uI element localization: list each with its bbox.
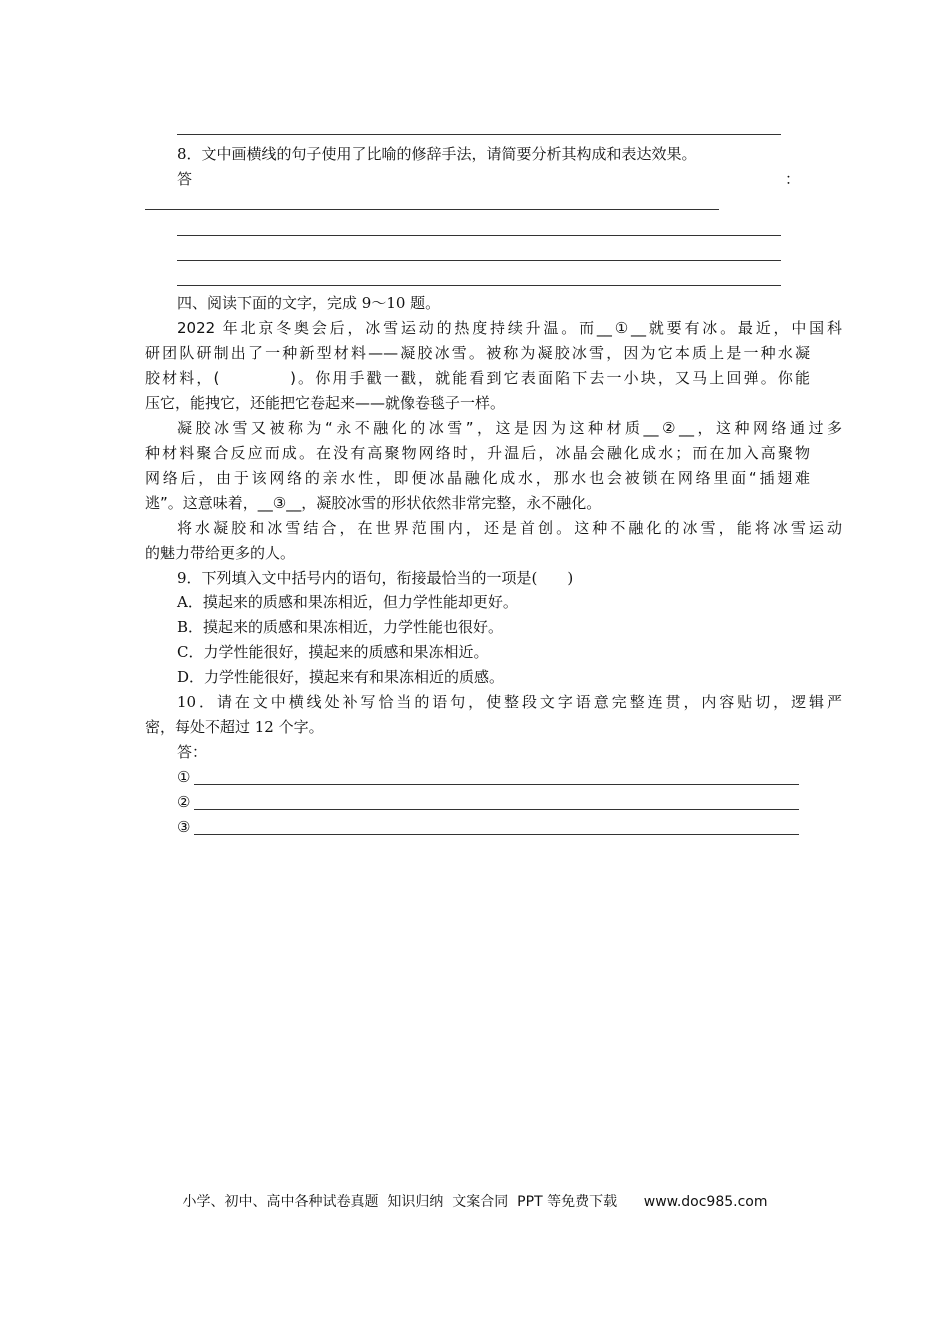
answer-underline — [194, 784, 799, 785]
answer-blank-1[interactable] — [177, 765, 799, 789]
answer-label: 答 — [177, 170, 193, 188]
answer-rule — [177, 134, 781, 135]
page-footer: 小学、初中、高中各种试卷真题 知识归纳 文案合同 PPT 等免费下载 www.doc985.com — [182, 1194, 768, 1210]
passage-line: 网络后，由于该网络的亲水性，即便冰晶融化成水，那水也会被锁在网络里面“插翅难 — [145, 469, 810, 487]
blank-number: ③ — [177, 818, 191, 836]
question-8-stem: 8．文中画横线的句子使用了比喻的修辞手法，请简要分析其构成和表达效果。 — [177, 145, 697, 163]
answer-underline — [194, 809, 799, 810]
question-10-stem: 10．请在文中横线处补写恰当的语句，使整段文字语意完整连贯，内容贴切，逻辑严 — [177, 693, 842, 711]
answer-underline — [194, 834, 799, 835]
section-4-heading: 四、阅读下面的文字，完成 9～10 题。 — [177, 294, 441, 312]
option-b: B．摸起来的质感和果冻相近，力学性能也很好。 — [177, 618, 504, 636]
passage-line: 研团队研制出了一种新型材料——凝胶冰雪。被称为凝胶冰雪，因为它本质上是一种水凝 — [145, 344, 810, 362]
option-c: C．力学性能很好，摸起来的质感和果冻相近。 — [177, 643, 489, 661]
passage-line: 凝胶冰雪又被称为“永不融化的冰雪”，这是因为这种材质__②__，这种网络通过多 — [177, 419, 842, 437]
passage-line: 的魅力带给更多的人。 — [145, 544, 296, 562]
passage-line: 2022 年北京冬奥会后，冰雪运动的热度持续升温。而__①__就要有冰。最近，中国科 — [177, 319, 842, 337]
question-10-answer-label: 答： — [177, 743, 208, 761]
question-10-stem: 密，每处不超过 12 个字。 — [145, 718, 324, 736]
answer-colon: ： — [785, 170, 801, 188]
passage-line: 种材料聚合反应而成。在没有高聚物网络时，升温后，冰晶会融化成水；而在加入高聚物 — [145, 444, 810, 462]
passage-line: 胶材料，( )。你用手戳一戳，就能看到它表面陷下去一小块，又马上回弹。你能 — [145, 369, 810, 387]
answer-blank-3[interactable] — [177, 815, 799, 839]
blank-number: ② — [177, 793, 191, 811]
option-a: A．摸起来的质感和果冻相近，但力学性能却更好。 — [177, 593, 518, 611]
passage-line: 逃”。这意味着，__③__，凝胶冰雪的形状依然非常完整，永不融化。 — [145, 494, 602, 512]
option-d: D．力学性能很好，摸起来有和果冻相近的质感。 — [177, 668, 505, 686]
answer-rule — [177, 285, 781, 286]
question-9-stem: 9．下列填入文中括号内的语句，衔接最恰当的一项是( ) — [177, 569, 574, 587]
answer-rule — [145, 209, 719, 210]
blank-number: ① — [177, 768, 191, 786]
passage-line: 压它，能拽它，还能把它卷起来——就像卷毯子一样。 — [145, 394, 506, 412]
answer-rule — [177, 235, 781, 236]
answer-blank-2[interactable] — [177, 790, 799, 814]
answer-rule — [177, 260, 781, 261]
question-8-answer-label — [145, 167, 842, 191]
passage-line: 将水凝胶和冰雪结合，在世界范围内，还是首创。这种不融化的冰雪，能将冰雪运动 — [177, 519, 842, 537]
